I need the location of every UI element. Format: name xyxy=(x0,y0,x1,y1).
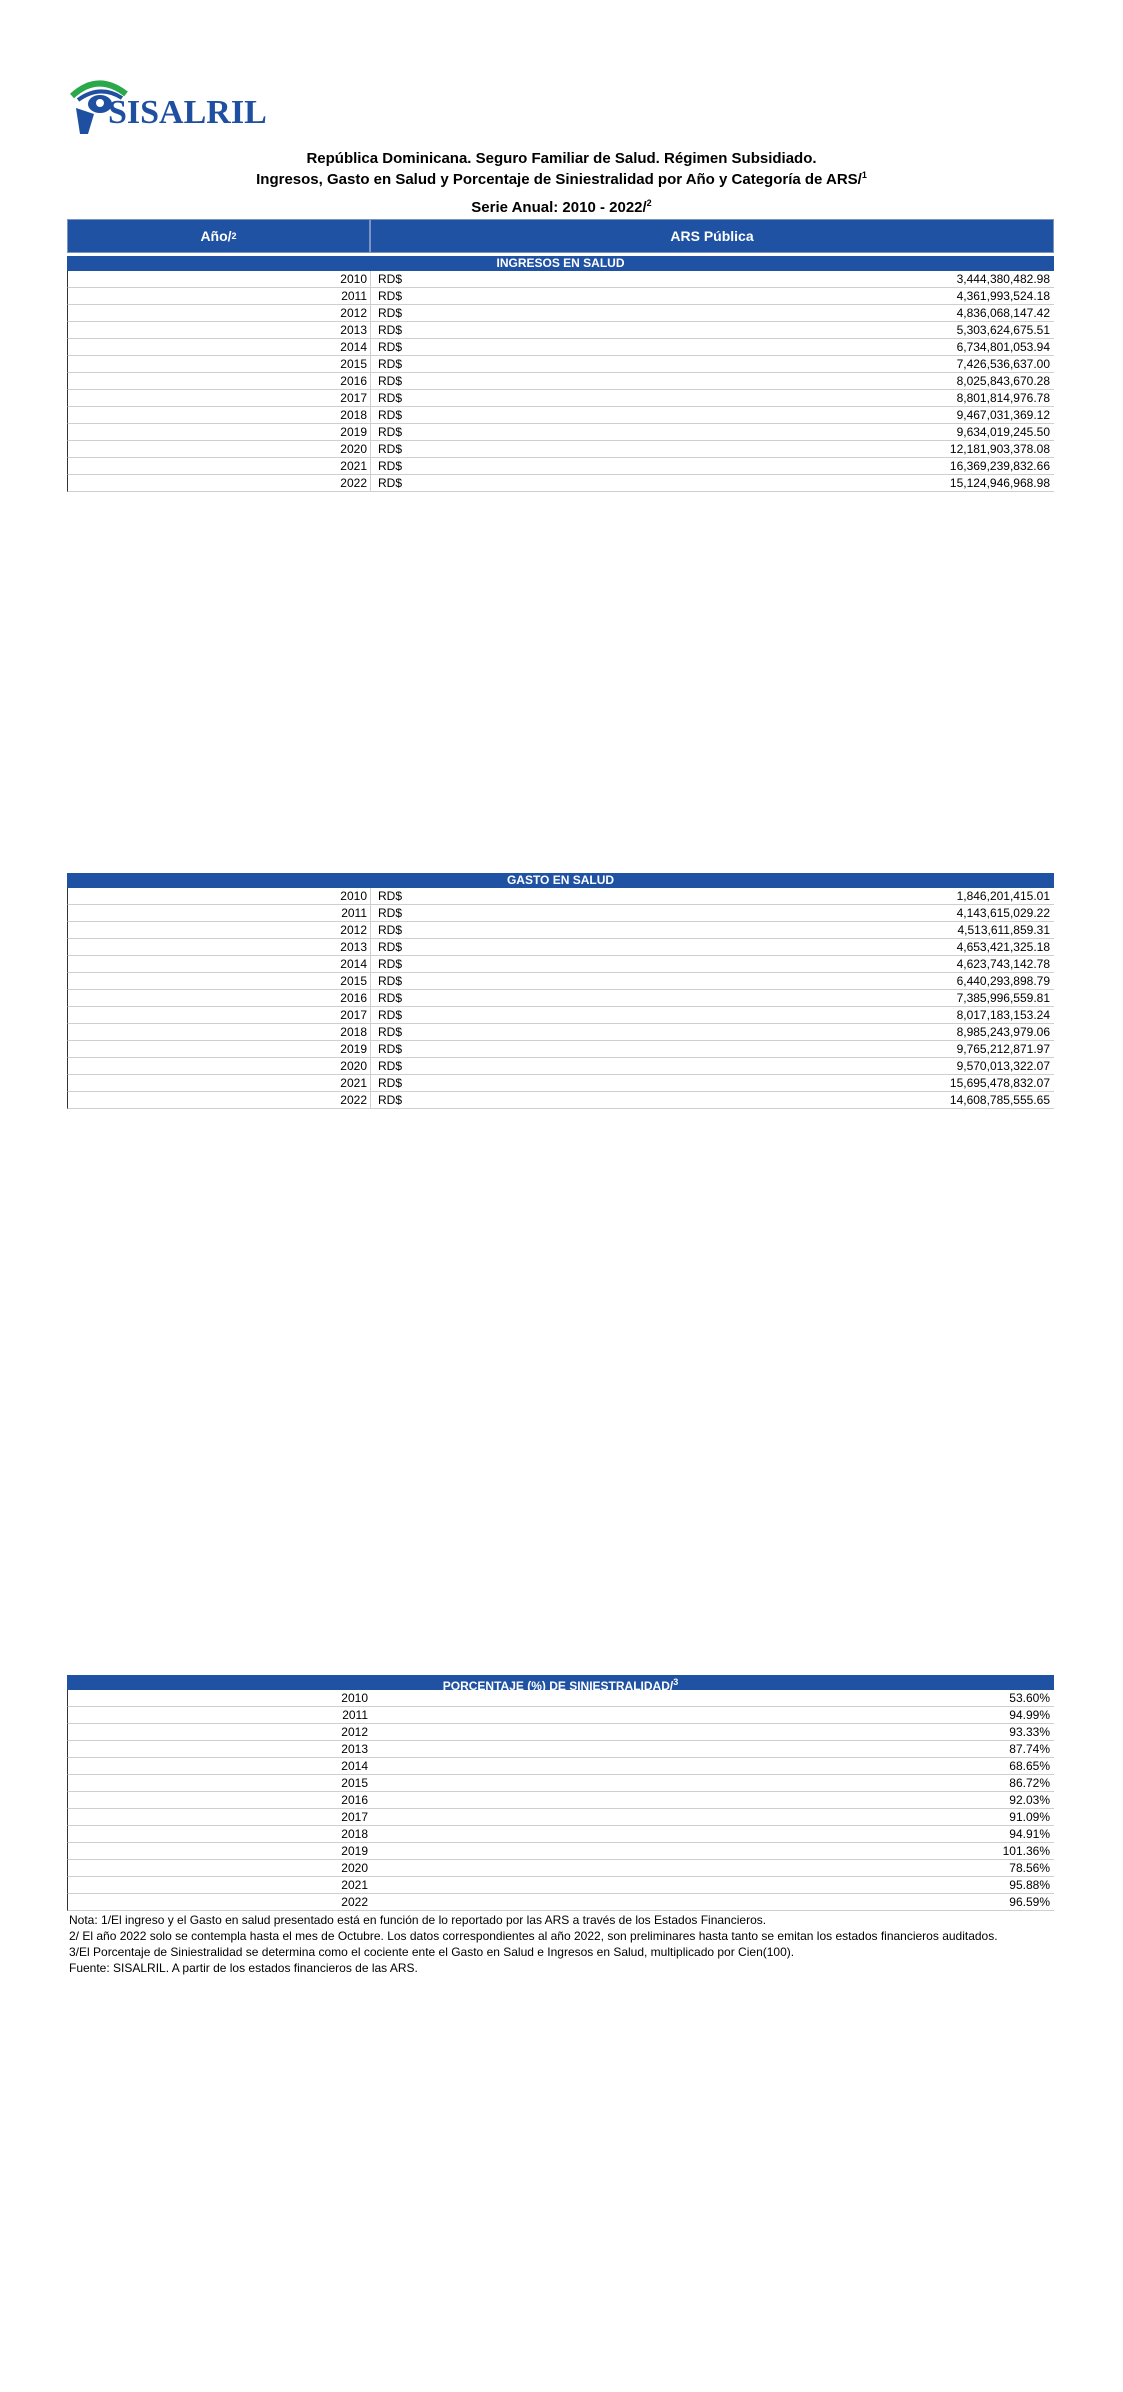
amount-cell: 3,444,380,482.98 xyxy=(956,272,1050,286)
ingresos-table xyxy=(67,219,1054,492)
year-cell: 2010 xyxy=(68,888,371,904)
currency-cell: RD$ xyxy=(378,374,403,388)
table-row xyxy=(67,373,1054,390)
year-cell: 2011 xyxy=(342,1708,368,1722)
ingresos-section-header: INGRESOS EN SALUD xyxy=(67,256,1054,271)
year-cell: 2013 xyxy=(68,322,371,338)
amount-cell: 4,513,611,859.31 xyxy=(957,923,1050,937)
year-cell: 2021 xyxy=(68,1075,371,1091)
table-row xyxy=(67,956,1054,973)
table-row xyxy=(67,1826,1054,1843)
currency-cell: RD$ xyxy=(378,476,403,490)
currency-cell: RD$ xyxy=(378,323,403,337)
percentage-cell: 53.60% xyxy=(1009,1691,1050,1705)
currency-cell: RD$ xyxy=(378,425,403,439)
amount-cell: 9,765,212,871.97 xyxy=(956,1042,1050,1056)
amount-cell: 1,846,201,415.01 xyxy=(956,889,1050,903)
footnote-2: 2/ El año 2022 solo se contempla hasta el mes de Octubre. Los datos correspondientes al año 2022, son preliminares hasta tanto se emitan los estados financieros auditados. xyxy=(69,1929,998,1943)
year-cell: 2010 xyxy=(68,271,371,287)
percentage-cell: 94.91% xyxy=(1009,1827,1050,1841)
currency-cell: RD$ xyxy=(378,906,403,920)
year-cell: 2017 xyxy=(68,1007,371,1023)
year-cell: 2018 xyxy=(68,1024,371,1040)
table-row xyxy=(67,322,1054,339)
siniestralidad-section-header: PORCENTAJE (%) DE SINIESTRALIDAD/$^3$ xyxy=(67,1675,1054,1690)
amount-cell: 4,653,421,325.18 xyxy=(956,940,1050,954)
year-cell: 2020 xyxy=(68,1058,371,1074)
currency-cell: RD$ xyxy=(378,1025,403,1039)
gasto-table xyxy=(67,873,1054,1109)
amount-cell: 7,385,996,559.81 xyxy=(956,991,1050,1005)
footnote-1: Nota: 1/El ingreso y el Gasto en salud presentado está en función de lo reportado por las ARS a través de los Estados Financieros. xyxy=(69,1913,767,1927)
table-row xyxy=(67,1860,1054,1877)
currency-cell: RD$ xyxy=(378,991,403,1005)
report-period: Serie Anual: 2010 - 2022/$^2$ xyxy=(471,198,652,216)
ars-column-header: ARS Pública xyxy=(370,219,1054,253)
amount-cell: 4,623,743,142.78 xyxy=(956,957,1050,971)
year-cell: 2013 xyxy=(341,1742,368,1756)
year-cell: 2018 xyxy=(341,1827,368,1841)
table-row xyxy=(67,1792,1054,1809)
percentage-cell: 101.36% xyxy=(1002,1844,1050,1858)
table-row xyxy=(67,407,1054,424)
table-row xyxy=(67,271,1054,288)
year-cell: 2018 xyxy=(68,407,371,423)
sisalril-logo xyxy=(68,74,267,138)
table-row xyxy=(67,1809,1054,1826)
percentage-cell: 86.72% xyxy=(1009,1776,1050,1790)
currency-cell: RD$ xyxy=(378,340,403,354)
table-row xyxy=(67,888,1054,905)
year-cell: 2016 xyxy=(341,1793,368,1807)
table-row xyxy=(67,1724,1054,1741)
currency-cell: RD$ xyxy=(378,957,403,971)
table-row xyxy=(67,1894,1054,1911)
report-subtitle: Ingresos, Gasto en Salud y Porcentaje de Siniestralidad por Año y Categoría de ARS/$^1$ xyxy=(256,170,867,188)
table-row xyxy=(67,1741,1054,1758)
currency-cell: RD$ xyxy=(378,289,403,303)
table-row xyxy=(67,305,1054,322)
table-row xyxy=(67,1041,1054,1058)
year-cell: 2021 xyxy=(341,1878,368,1892)
currency-cell: RD$ xyxy=(378,391,403,405)
amount-cell: 9,634,019,245.50 xyxy=(956,425,1050,439)
percentage-cell: 95.88% xyxy=(1009,1878,1050,1892)
table-row xyxy=(67,1758,1054,1775)
percentage-cell: 78.56% xyxy=(1009,1861,1050,1875)
year-cell: 2015 xyxy=(68,356,371,372)
table-row xyxy=(67,1707,1054,1724)
table-row xyxy=(67,288,1054,305)
amount-cell: 9,467,031,369.12 xyxy=(956,408,1050,422)
year-cell: 2022 xyxy=(68,1092,371,1108)
year-cell: 2020 xyxy=(68,441,371,457)
currency-cell: RD$ xyxy=(378,1008,403,1022)
logo-wordmark: SISALRIL xyxy=(108,94,267,131)
table-row xyxy=(67,1007,1054,1024)
year-cell: 2012 xyxy=(341,1725,368,1739)
year-cell: 2010 xyxy=(341,1691,368,1705)
table-row xyxy=(67,390,1054,407)
year-cell: 2013 xyxy=(68,939,371,955)
currency-cell: RD$ xyxy=(378,923,403,937)
year-cell: 2019 xyxy=(341,1844,368,1858)
report-title: República Dominicana. Seguro Familiar de Salud. Régimen Subsidiado. xyxy=(306,150,817,167)
percentage-cell: 96.59% xyxy=(1009,1895,1050,1909)
year-cell: 2011 xyxy=(68,288,371,304)
percentage-cell: 93.33% xyxy=(1009,1725,1050,1739)
currency-cell: RD$ xyxy=(378,889,403,903)
amount-cell: 7,426,536,637.00 xyxy=(956,357,1050,371)
year-cell: 2015 xyxy=(341,1776,368,1790)
amount-cell: 9,570,013,322.07 xyxy=(956,1059,1050,1073)
footnote-source: Fuente: SISALRIL. A partir de los estados financieros de las ARS. xyxy=(69,1961,418,1975)
year-cell: 2015 xyxy=(68,973,371,989)
amount-cell: 15,695,478,832.07 xyxy=(949,1076,1050,1090)
amount-cell: 8,985,243,979.06 xyxy=(956,1025,1050,1039)
table-row xyxy=(67,339,1054,356)
currency-cell: RD$ xyxy=(378,408,403,422)
amount-cell: 8,017,183,153.24 xyxy=(956,1008,1050,1022)
currency-cell: RD$ xyxy=(378,442,403,456)
amount-cell: 8,801,814,976.78 xyxy=(956,391,1050,405)
currency-cell: RD$ xyxy=(378,306,403,320)
year-cell: 2014 xyxy=(68,956,371,972)
amount-cell: 6,440,293,898.79 xyxy=(956,974,1050,988)
currency-cell: RD$ xyxy=(378,272,403,286)
currency-cell: RD$ xyxy=(378,1093,403,1107)
table-row xyxy=(67,1058,1054,1075)
amount-cell: 4,836,068,147.42 xyxy=(956,306,1050,320)
year-cell: 2017 xyxy=(68,390,371,406)
amount-cell: 4,143,615,029.22 xyxy=(956,906,1050,920)
year-cell: 2021 xyxy=(68,458,371,474)
year-cell: 2022 xyxy=(68,475,371,491)
amount-cell: 14,608,785,555.65 xyxy=(949,1093,1050,1107)
table-row xyxy=(67,905,1054,922)
siniestralidad-table xyxy=(67,1675,1054,1911)
currency-cell: RD$ xyxy=(378,974,403,988)
table-row xyxy=(67,1877,1054,1894)
table-row xyxy=(67,475,1054,492)
amount-cell: 6,734,801,053.94 xyxy=(956,340,1050,354)
table-row xyxy=(67,1690,1054,1707)
year-cell: 2016 xyxy=(68,373,371,389)
table-row xyxy=(67,1843,1054,1860)
table-row xyxy=(67,458,1054,475)
gasto-section-header: GASTO EN SALUD xyxy=(67,873,1054,888)
year-cell: 2019 xyxy=(68,424,371,440)
table-row xyxy=(67,441,1054,458)
year-cell: 2016 xyxy=(68,990,371,1006)
year-cell: 2019 xyxy=(68,1041,371,1057)
year-cell: 2014 xyxy=(341,1759,368,1773)
year-cell: 2022 xyxy=(341,1895,368,1909)
amount-cell: 16,369,239,832.66 xyxy=(949,459,1050,473)
amount-cell: 12,181,903,378.08 xyxy=(949,442,1050,456)
amount-cell: 5,303,624,675.51 xyxy=(956,323,1050,337)
year-cell: 2017 xyxy=(341,1810,368,1824)
table-row xyxy=(67,1092,1054,1109)
percentage-cell: 68.65% xyxy=(1009,1759,1050,1773)
table-header xyxy=(67,219,1054,253)
year-cell: 2012 xyxy=(68,922,371,938)
footnote-3: 3/El Porcentaje de Siniestralidad se determina como el cociente ente el Gasto en Salud e Ingresos en Salud, multiplicado por Cien(100). xyxy=(69,1945,795,1959)
table-row xyxy=(67,1075,1054,1092)
currency-cell: RD$ xyxy=(378,940,403,954)
currency-cell: RD$ xyxy=(378,459,403,473)
year-cell: 2014 xyxy=(68,339,371,355)
percentage-cell: 92.03% xyxy=(1009,1793,1050,1807)
amount-cell: 4,361,993,524.18 xyxy=(956,289,1050,303)
year-column-header: Año/ 2 xyxy=(67,219,370,253)
currency-cell: RD$ xyxy=(378,357,403,371)
table-row xyxy=(67,973,1054,990)
table-row xyxy=(67,939,1054,956)
year-cell: 2020 xyxy=(341,1861,368,1875)
table-row xyxy=(67,922,1054,939)
percentage-cell: 94.99% xyxy=(1009,1708,1050,1722)
year-cell: 2011 xyxy=(68,905,371,921)
currency-cell: RD$ xyxy=(378,1042,403,1056)
table-row xyxy=(67,990,1054,1007)
table-row xyxy=(67,424,1054,441)
table-row xyxy=(67,356,1054,373)
amount-cell: 8,025,843,670.28 xyxy=(956,374,1050,388)
table-row xyxy=(67,1775,1054,1792)
percentage-cell: 91.09% xyxy=(1009,1810,1050,1824)
amount-cell: 15,124,946,968.98 xyxy=(949,476,1050,490)
table-row xyxy=(67,1024,1054,1041)
currency-cell: RD$ xyxy=(378,1076,403,1090)
year-cell: 2012 xyxy=(68,305,371,321)
percentage-cell: 87.74% xyxy=(1009,1742,1050,1756)
currency-cell: RD$ xyxy=(378,1059,403,1073)
footnotes xyxy=(69,1913,1029,1977)
